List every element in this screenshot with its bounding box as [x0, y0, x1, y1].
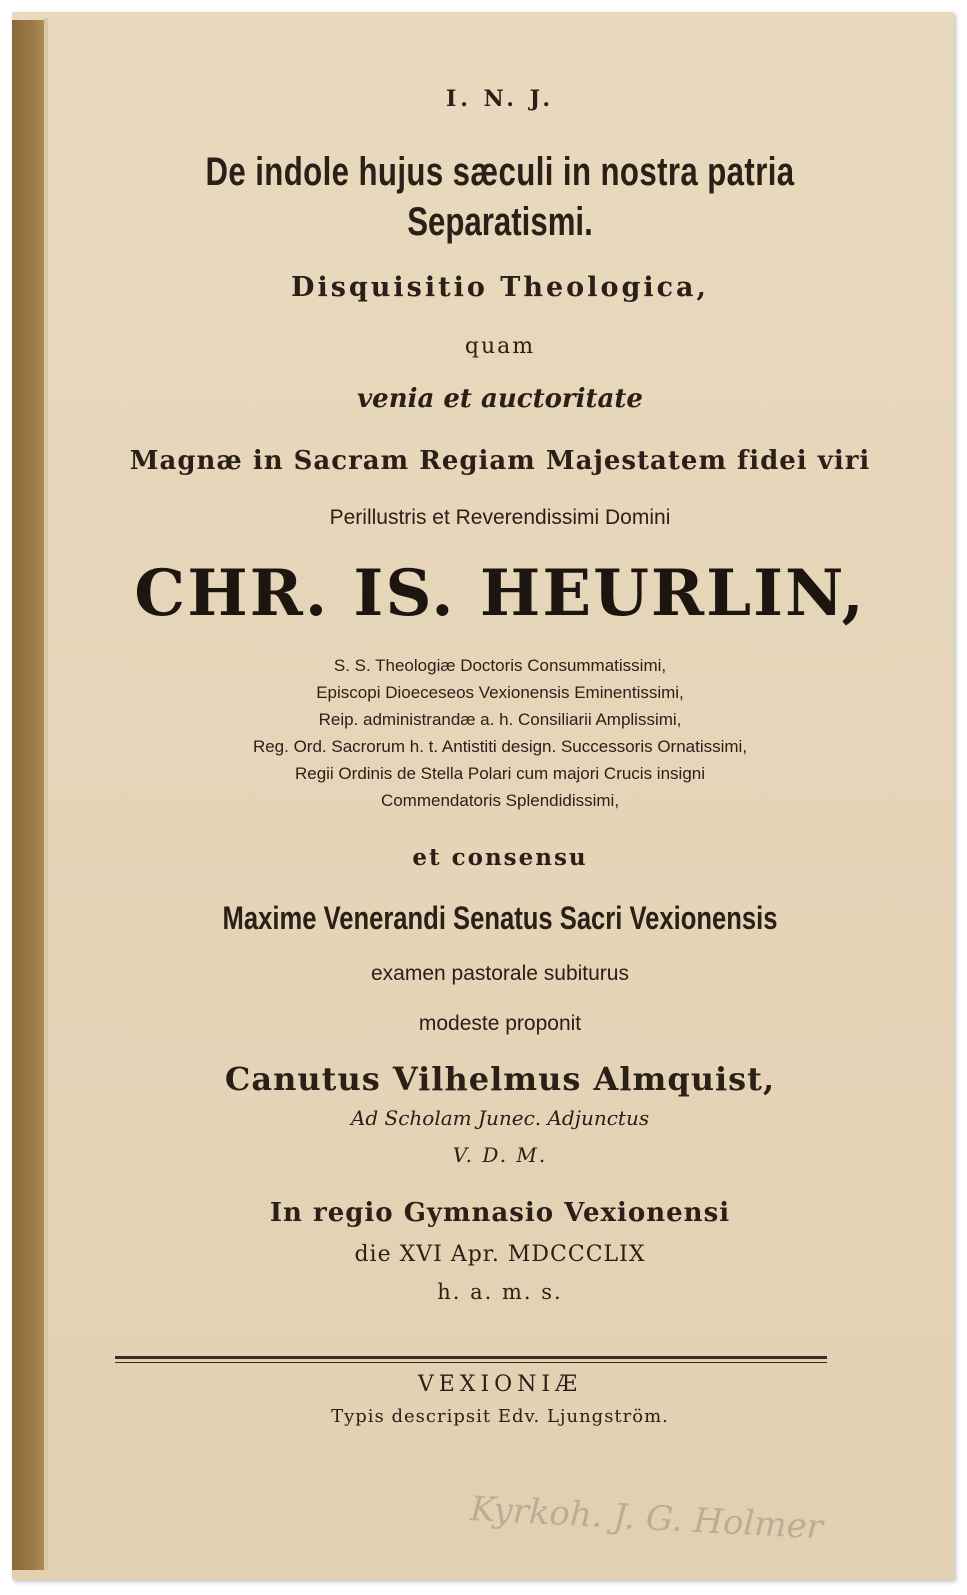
examen-text: examen pastorale subiturus	[371, 962, 629, 985]
modeste-text: modeste proponit	[418, 1012, 582, 1035]
title-line-1: De indole hujus sæculi in nostra patria	[205, 150, 795, 194]
divider-rule	[115, 1356, 827, 1359]
venia-text: venia et auctoritate	[357, 384, 643, 414]
quam-text: quam	[464, 334, 536, 359]
author-position: Ad Scholam Junec. Adjunctus	[350, 1106, 650, 1130]
divider-rule-thin	[115, 1362, 827, 1363]
subtitle: Disquisitio Theologica,	[291, 272, 709, 303]
title-line: Regii Ordinis de Stella Polari cum majori Crucis insigni	[294, 764, 706, 783]
senatus-text: Maxime Venerandi Senatus Sacri Vexionensis	[222, 900, 778, 936]
date-text: die XVI Apr. MDCCCLIX	[354, 1242, 646, 1267]
author-name: Canutus Vilhelmus Almquist,	[224, 1060, 776, 1098]
dedicatee-name: CHR. IS. HEURLIN,	[134, 556, 866, 631]
imprint-printer: Typis descripsit Edv. Ljungström.	[331, 1406, 669, 1427]
hams-text: h. a. m. s.	[437, 1280, 563, 1304]
imprint-city: VEXIONIÆ	[417, 1372, 583, 1397]
consensu-text: et consensu	[412, 844, 588, 871]
title-line: Episcopi Dioeceseos Vexionensis Eminentissimi,	[316, 683, 684, 702]
title-line: S. S. Theologiæ Doctoris Consummatissimi,	[333, 656, 667, 675]
author-vdm: V. D. M.	[452, 1143, 548, 1167]
title-line: Reip. administrandæ a. h. Consiliarii Amplissimi,	[318, 710, 682, 729]
spine-edge	[44, 18, 48, 1570]
title-line-2: Separatismi.	[407, 200, 593, 244]
title-line: Reg. Ord. Sacrorum h. t. Antistiti design. Successoris Ornatissimi,	[252, 737, 748, 756]
header-inj: I. N. J.	[446, 86, 554, 112]
handwritten-signature: Kyrkoh. J. G. Holmer	[469, 1489, 824, 1548]
magnae-text: Magnæ in Sacram Regiam Majestatem fidei viri	[129, 446, 871, 476]
perillustris-text: Perillustris et Reverendissimi Domini	[329, 506, 671, 529]
binding-spine	[12, 20, 46, 1570]
title-line: Commendatoris Splendidissimi,	[380, 791, 620, 810]
place-text: In regio Gymnasio Vexionensi	[269, 1198, 731, 1228]
